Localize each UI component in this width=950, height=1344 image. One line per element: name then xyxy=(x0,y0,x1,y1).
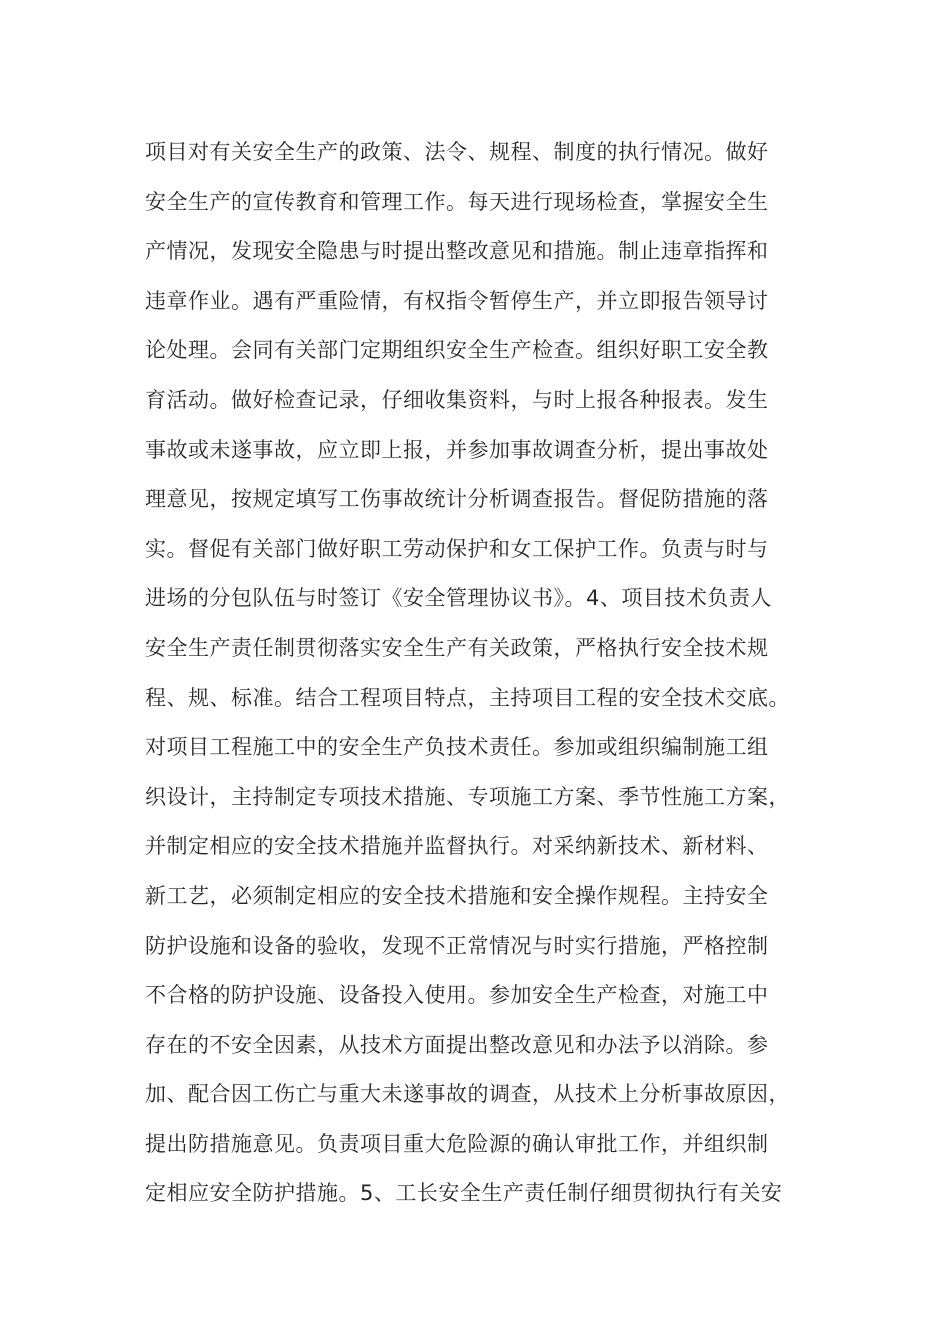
text-line: 事故或未遂事故，应立即上报，并参加事故调查分析，提出事故处 xyxy=(145,437,769,462)
text-line: 安全生产责任制贯彻落实安全生产有关政策，严格执行安全技术规 xyxy=(145,635,769,660)
text-line: 对项目工程施工中的安全生产负技术责任。参加或组织编制施工组 xyxy=(145,735,769,760)
text-line: 违章作业。遇有严重险情，有权指令暂停生产，并立即报告领导讨 xyxy=(145,288,769,313)
text-line: 产情况，发现安全隐患与时提出整改意见和措施。制止违章指挥和 xyxy=(145,239,769,264)
text-line: 程、规、标准。结合工程项目特点，主持项目工程的安全技术交底。 xyxy=(145,685,790,710)
text-line: 安全生产的宣传教育和管理工作。每天进行现场检查，掌握安全生 xyxy=(145,189,769,214)
body-text xyxy=(145,128,825,1219)
text-line: 防护设施和设备的验收，发现不正常情况与时实行措施，严格控制 xyxy=(145,933,769,958)
text-line: 并制定相应的安全技术措施并监督执行。对采纳新技术、新材料、 xyxy=(145,834,769,859)
text-line: 织设计，主持制定专项技术措施、专项施工方案、季节性施工方案， xyxy=(145,784,790,809)
text-line: 论处理。会同有关部门定期组织安全生产检查。组织好职工安全教 xyxy=(145,338,769,363)
text-line: 进场的分包队伍与时签订《安全管理协议书》。4、项目技术负责人 xyxy=(145,586,772,611)
text-line: 不合格的防护设施、设备投入使用。参加安全生产检查，对施工中 xyxy=(145,983,769,1008)
text-line: 项目对有关安全生产的政策、法令、规程、制度的执行情况。做好 xyxy=(145,140,769,164)
text-line: 新工艺，必须制定相应的安全技术措施和安全操作规程。主持安全 xyxy=(145,883,769,908)
text-line: 定相应安全防护措施。5、工长安全生产责任制仔细贯彻执行有关安 xyxy=(145,1181,783,1206)
text-line: 理意见，按规定填写工伤事故统计分析调查报告。督促防措施的落 xyxy=(145,487,769,512)
text-line: 实。督促有关部门做好职工劳动保护和女工保护工作。负责与时与 xyxy=(145,536,769,561)
text-line: 提出防措施意见。负责项目重大危险源的确认审批工作，并组织制 xyxy=(145,1131,769,1156)
text-line: 加、配合因工伤亡与重大未遂事故的调查，从技术上分析事故原因， xyxy=(145,1082,790,1107)
text-line: 存在的不安全因素，从技术方面提出整改意见和办法予以消除。参 xyxy=(145,1032,769,1057)
text-line: 育活动。做好检查记录，仔细收集资料，与时上报各种报表。发生 xyxy=(145,387,769,412)
